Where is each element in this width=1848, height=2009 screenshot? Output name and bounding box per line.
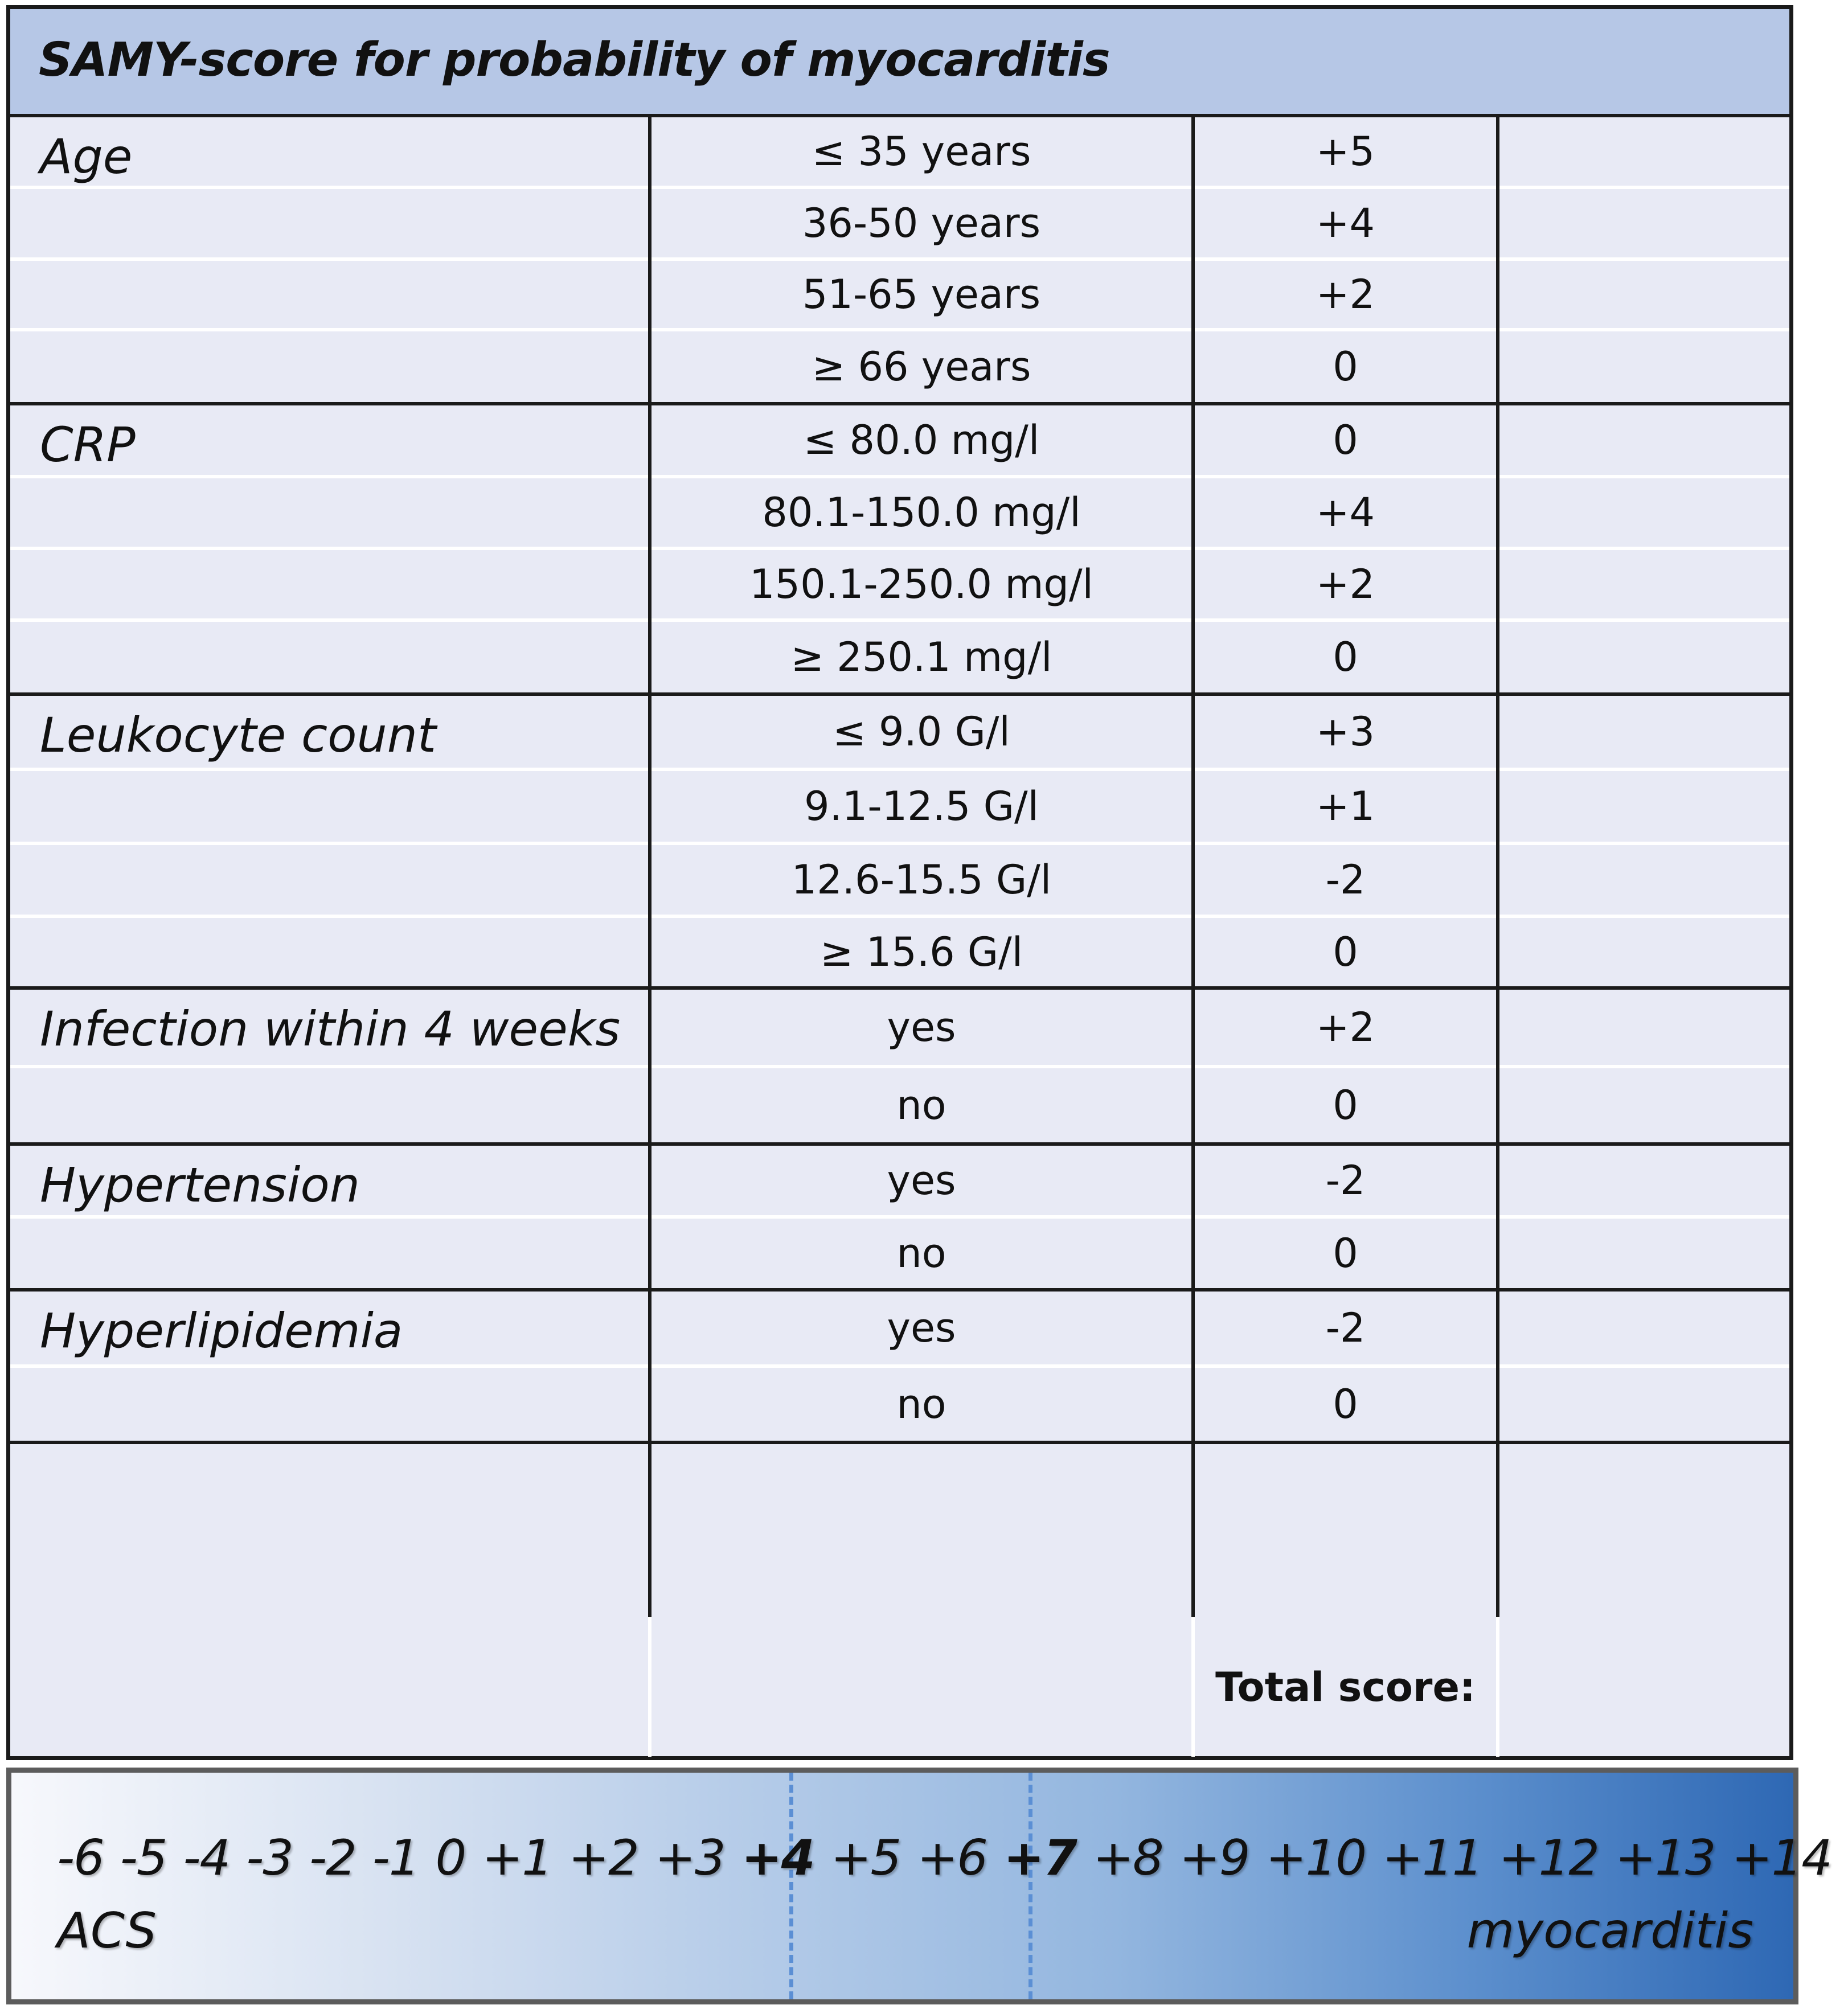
criterion-points: +1 bbox=[1316, 783, 1375, 830]
scale-right-label: myocarditis bbox=[1466, 1903, 1753, 1959]
table-row bbox=[10, 696, 1789, 771]
criterion-label bbox=[10, 771, 650, 842]
criterion-label bbox=[10, 1368, 650, 1441]
criterion-label bbox=[10, 845, 650, 915]
criterion-points: -2 bbox=[1325, 1305, 1366, 1351]
criterion-label bbox=[10, 261, 650, 328]
scale-value: 0 bbox=[435, 1830, 466, 1887]
table-row bbox=[10, 1219, 1789, 1292]
criterion-points: +3 bbox=[1316, 708, 1375, 755]
criterion-range: ≥ 250.1 mg/l bbox=[790, 634, 1052, 680]
criterion-label bbox=[10, 918, 650, 986]
criterion-range: yes bbox=[887, 1157, 956, 1204]
samy-score-table bbox=[6, 5, 1793, 1760]
criterion-points: 0 bbox=[1333, 1381, 1358, 1428]
criterion-points: 0 bbox=[1333, 634, 1358, 680]
scale-values bbox=[57, 1830, 1848, 1887]
criterion-label bbox=[10, 1219, 650, 1288]
patient-score-cell bbox=[1498, 771, 1789, 842]
criterion-label: Infection within 4 weeks bbox=[40, 1001, 621, 1057]
scale-value: +2 bbox=[568, 1830, 638, 1887]
table-row bbox=[10, 1292, 1789, 1368]
criterion-label: Age bbox=[40, 129, 133, 184]
criterion-range: ≤ 35 years bbox=[812, 128, 1031, 175]
column-divider bbox=[1496, 117, 1499, 1617]
table-row bbox=[10, 117, 1789, 189]
table-row bbox=[10, 990, 1789, 1068]
criterion-range: ≤ 9.0 G/l bbox=[833, 708, 1010, 755]
criterion-points: 0 bbox=[1333, 417, 1358, 464]
table-row bbox=[10, 550, 1789, 622]
scale-value: +11 bbox=[1382, 1830, 1482, 1887]
criterion-label bbox=[10, 1068, 650, 1142]
patient-score-cell bbox=[1498, 1068, 1789, 1142]
criterion-range: 9.1-12.5 G/l bbox=[804, 783, 1039, 830]
scale-value: +9 bbox=[1179, 1830, 1249, 1887]
column-divider bbox=[1496, 1617, 1499, 1757]
patient-score-cell bbox=[1498, 1146, 1789, 1215]
criterion-points: -2 bbox=[1325, 1157, 1366, 1204]
table-row bbox=[10, 771, 1789, 845]
criterion-range: yes bbox=[887, 1305, 956, 1351]
table-row bbox=[10, 1068, 1789, 1146]
criterion-label bbox=[10, 189, 650, 257]
scale-value: -3 bbox=[246, 1830, 293, 1887]
patient-score-cell bbox=[1498, 990, 1789, 1065]
table-row bbox=[10, 622, 1789, 696]
scale-value: -1 bbox=[372, 1830, 419, 1887]
criterion-points: 0 bbox=[1333, 1230, 1358, 1277]
patient-score-cell bbox=[1498, 696, 1789, 768]
score-scale-bar bbox=[6, 1768, 1831, 2004]
patient-score-cell bbox=[1498, 189, 1789, 257]
criterion-label bbox=[10, 478, 650, 547]
criterion-range: ≥ 15.6 G/l bbox=[819, 929, 1023, 975]
criterion-points: +5 bbox=[1316, 128, 1375, 175]
scale-value: -4 bbox=[183, 1830, 230, 1887]
criterion-points: +4 bbox=[1316, 200, 1375, 247]
table-title-bar bbox=[10, 9, 1789, 117]
criterion-range: ≤ 80.0 mg/l bbox=[803, 417, 1040, 464]
criterion-range: no bbox=[896, 1230, 946, 1277]
table-row bbox=[10, 845, 1789, 918]
total-score-row bbox=[10, 1617, 1789, 1757]
scale-value: -2 bbox=[309, 1830, 356, 1887]
criterion-range: 150.1-250.0 mg/l bbox=[749, 561, 1093, 608]
criterion-points: 0 bbox=[1333, 343, 1358, 390]
scale-value: +5 bbox=[830, 1830, 901, 1887]
scale-value: +1 bbox=[482, 1830, 552, 1887]
scale-value: -5 bbox=[120, 1830, 167, 1887]
scale-value: +14 bbox=[1731, 1830, 1831, 1887]
criterion-range: ≥ 66 years bbox=[812, 343, 1031, 390]
table-row bbox=[10, 261, 1789, 331]
column-divider bbox=[648, 1617, 651, 1757]
table-row bbox=[10, 1368, 1789, 1444]
criterion-label: Hyperlipidemia bbox=[40, 1303, 403, 1359]
criterion-label bbox=[10, 550, 650, 618]
criterion-range: 12.6-15.5 G/l bbox=[791, 856, 1052, 903]
criterion-points: +2 bbox=[1316, 271, 1375, 318]
patient-score-cell bbox=[1498, 405, 1789, 475]
scale-value: +4 bbox=[741, 1830, 814, 1887]
patient-score-cell bbox=[1498, 918, 1789, 986]
table-row bbox=[10, 478, 1789, 550]
criterion-range: 36-50 years bbox=[802, 200, 1041, 247]
scale-value: +10 bbox=[1265, 1830, 1366, 1887]
table-row bbox=[10, 189, 1789, 261]
patient-score-cell bbox=[1498, 478, 1789, 547]
criterion-label bbox=[10, 331, 650, 402]
patient-score-cell bbox=[1498, 331, 1789, 402]
criterion-points: 0 bbox=[1333, 929, 1358, 975]
criterion-points: +4 bbox=[1316, 489, 1375, 536]
patient-score-cell bbox=[1498, 845, 1789, 915]
patient-score-cell bbox=[1498, 117, 1789, 186]
column-divider bbox=[648, 117, 651, 1617]
criterion-points: 0 bbox=[1333, 1082, 1358, 1129]
criterion-points: -2 bbox=[1325, 856, 1366, 903]
scale-value: +12 bbox=[1498, 1830, 1599, 1887]
column-divider bbox=[1191, 1617, 1195, 1757]
criterion-range: no bbox=[896, 1381, 946, 1428]
scale-value: +8 bbox=[1092, 1830, 1163, 1887]
scale-left-label: ACS bbox=[57, 1903, 157, 1959]
patient-score-cell bbox=[1498, 1292, 1789, 1364]
criterion-label bbox=[10, 622, 650, 692]
total-score-label: Total score: bbox=[1215, 1663, 1476, 1711]
scale-value: -6 bbox=[57, 1830, 104, 1887]
scale-value: +7 bbox=[1003, 1830, 1076, 1887]
criterion-range: yes bbox=[887, 1004, 956, 1051]
scale-value: +6 bbox=[917, 1830, 987, 1887]
criterion-range: 51-65 years bbox=[802, 271, 1041, 318]
table-row bbox=[10, 918, 1789, 990]
table-row bbox=[10, 331, 1789, 405]
table-title: SAMY-score for probability of myocarditis bbox=[39, 33, 1110, 87]
scale-value: +13 bbox=[1615, 1830, 1715, 1887]
criterion-label: CRP bbox=[40, 417, 136, 473]
patient-score-cell bbox=[1498, 1219, 1789, 1288]
criterion-range: no bbox=[896, 1082, 946, 1129]
table-row bbox=[10, 405, 1789, 478]
column-divider bbox=[1191, 117, 1195, 1617]
patient-score-cell bbox=[1498, 1368, 1789, 1441]
table-row bbox=[10, 1146, 1789, 1219]
criterion-label: Leukocyte count bbox=[40, 707, 436, 763]
criterion-label: Hypertension bbox=[40, 1157, 360, 1213]
criterion-range: 80.1-150.0 mg/l bbox=[762, 489, 1081, 536]
patient-score-cell bbox=[1498, 622, 1789, 692]
patient-score-cell bbox=[1498, 550, 1789, 618]
patient-score-cell bbox=[1498, 261, 1789, 328]
criterion-points: +2 bbox=[1316, 1004, 1375, 1051]
scale-value: +3 bbox=[654, 1830, 725, 1887]
criterion-points: +2 bbox=[1316, 561, 1375, 608]
